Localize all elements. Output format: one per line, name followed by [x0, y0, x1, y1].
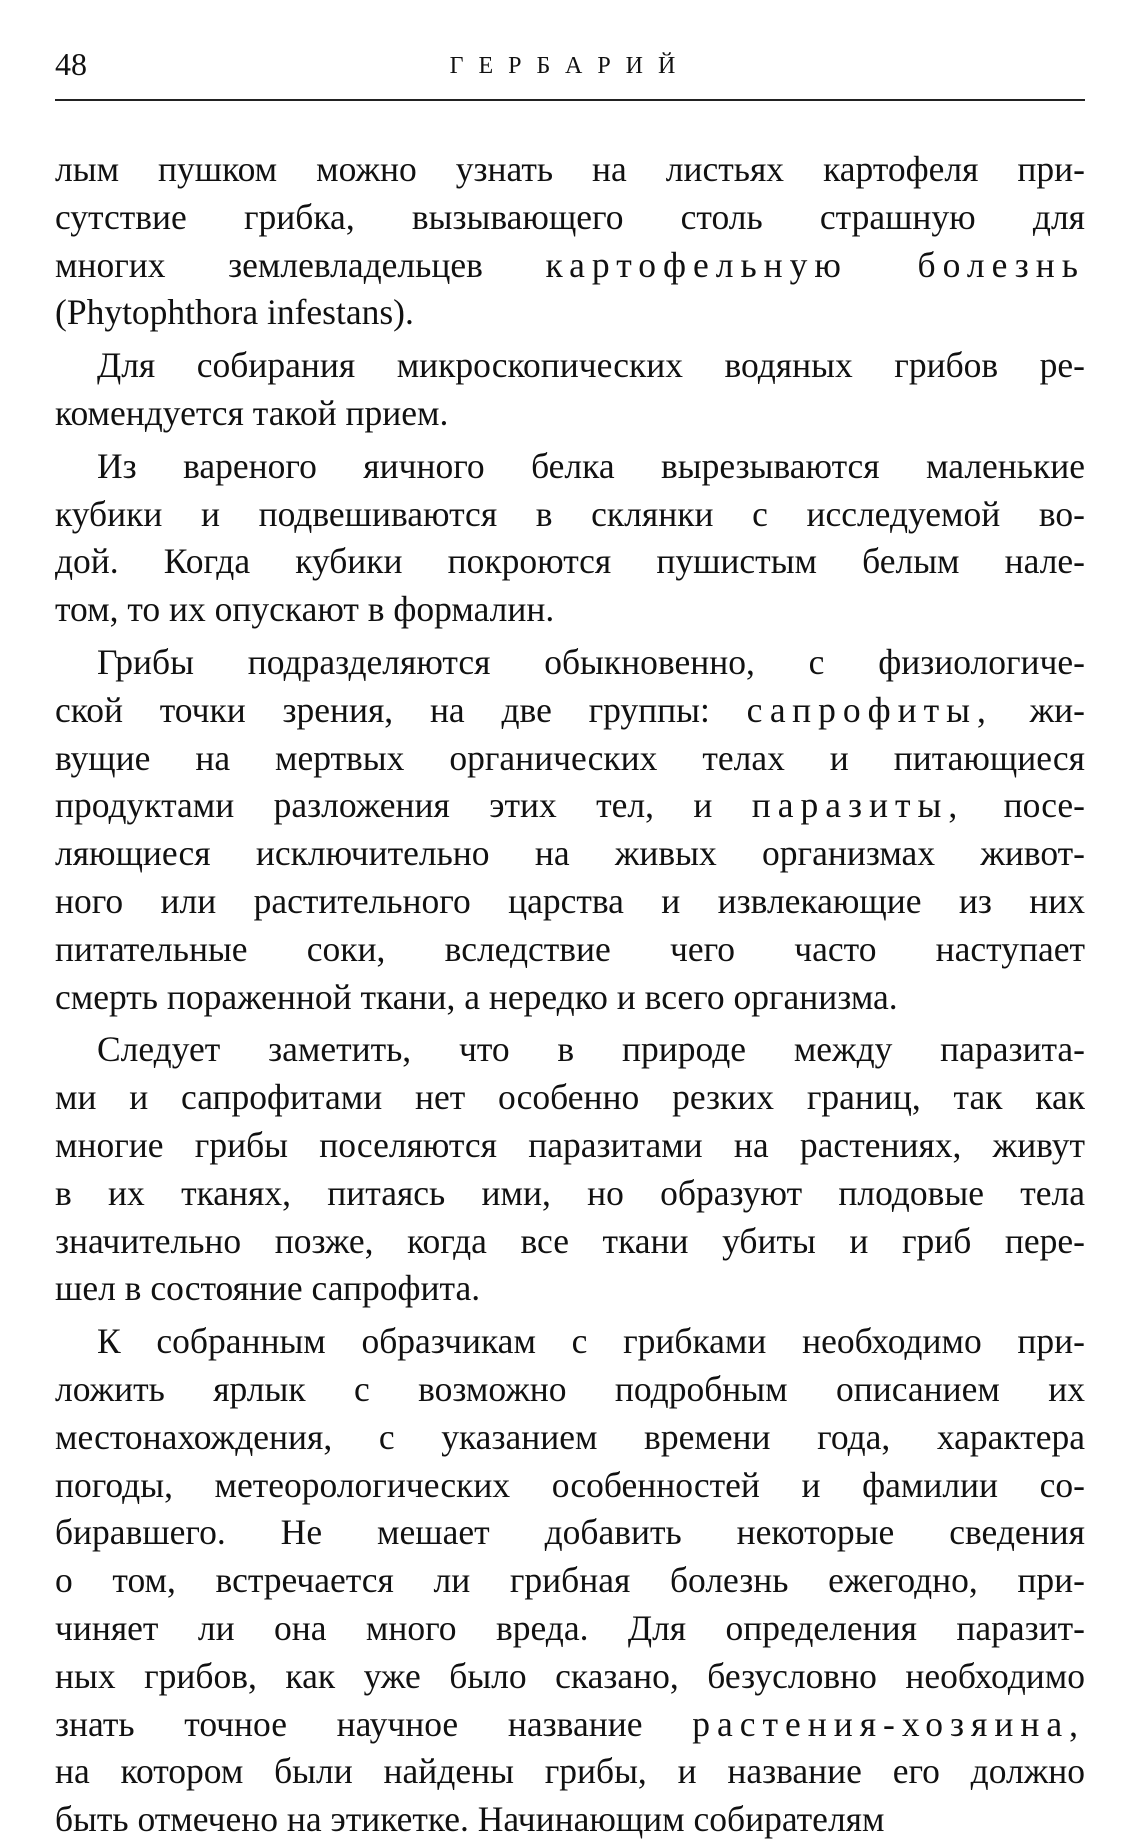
text-line: кубики и подвешиваются в склянки с исследуемой во-: [55, 493, 1085, 534]
text-line: шел в состояние сапрофита.: [55, 1268, 481, 1309]
text-line: [55, 1701, 1085, 1749]
spaced-emphasis: сапрофиты,: [746, 689, 993, 730]
text-line: Грибы подразделяются обыкновенно, с физиологиче-: [97, 641, 1085, 682]
paragraph: [55, 146, 1085, 337]
text-line: ми и сапрофитами нет особенно резких границ, так как: [55, 1077, 1085, 1118]
text-line: биравшего. Не мешает добавить некоторые сведения: [55, 1512, 1085, 1553]
text-line: (Phytophthora infestans).: [55, 292, 414, 333]
spaced-emphasis: паразиты,: [751, 785, 965, 826]
text-line: ляющиеся исключительно на живых организмах живот-: [55, 833, 1085, 874]
text-line: значительно позже, когда все ткани убиты и гриб пере-: [55, 1220, 1085, 1261]
text-line: сутствие грибка, вызывающего столь страшную для: [55, 196, 1085, 237]
header-rule: [55, 99, 1085, 101]
text-line: К собранным образчикам с грибками необходимо при-: [97, 1321, 1085, 1362]
text-line: том, то их опускают в формалин.: [55, 589, 555, 630]
text-run: многих землевладельцев: [55, 244, 546, 285]
text-line: [55, 687, 1085, 735]
text-line: лым пушком можно узнать на листьях картофеля при-: [55, 149, 1085, 189]
body-text: [55, 146, 1085, 1844]
text-line: смерть пораженной ткани, а нередко и всего организма.: [55, 976, 898, 1017]
page-header: [55, 44, 1085, 92]
text-line: чиняет ли она много вреда. Для определения паразит-: [55, 1607, 1085, 1648]
paragraph: [55, 1318, 1085, 1844]
text-line: Из вареного яичного белка вырезываются маленькие: [97, 445, 1085, 486]
paragraph: [55, 639, 1085, 1021]
text-line: комендуется такой прием.: [55, 392, 449, 433]
text-line: местонахождения, с указанием времени года, характера: [55, 1416, 1085, 1457]
text-line: многие грибы поселяются паразитами на растениях, живут: [55, 1124, 1085, 1165]
text-line: ного или растительного царства и извлекающие из них: [55, 880, 1085, 921]
spaced-emphasis: растения-хозяина,: [692, 1703, 1085, 1744]
text-line: ных грибов, как уже было сказано, безусловно необходимо: [55, 1655, 1085, 1696]
text-run: посе-: [964, 785, 1085, 826]
text-line: Следует заметить, что в природе между паразита-: [97, 1029, 1085, 1070]
paragraph: [55, 443, 1085, 634]
text-line: [55, 242, 1085, 290]
page-number: 48: [55, 46, 87, 82]
text-line: вущие на мертвых органических телах и питающиеся: [55, 737, 1085, 778]
text-run: ской точки зрения, на две группы:: [55, 689, 747, 730]
text-line: питательные соки, вследствие чего часто наступает: [55, 928, 1085, 969]
spaced-emphasis: картофельную болезнь: [545, 244, 1085, 285]
text-line: Для собирания микроскопических водяных грибов ре-: [97, 345, 1085, 386]
text-line: погоды, метеорологических особенностей и фамилии со-: [55, 1464, 1085, 1505]
paragraph: [55, 342, 1085, 438]
paragraph: [55, 1026, 1085, 1313]
text-line: в их тканях, питаясь ими, но образуют плодовые тела: [55, 1172, 1085, 1213]
text-run: жи-: [992, 689, 1085, 730]
text-line: ложить ярлык с возможно подробным описанием их: [55, 1368, 1085, 1409]
text-line: о том, встречается ли грибная болезнь ежегодно, при-: [55, 1560, 1085, 1601]
text-run: продуктами разложения этих тел, и: [55, 785, 752, 826]
text-line: быть отмечено на этикетке. Начинающим собирателям: [55, 1799, 885, 1840]
text-line: [55, 782, 1085, 830]
text-run: знать точное научное название: [55, 1703, 693, 1744]
running-title: ГЕРБАРИЙ: [449, 53, 691, 79]
text-line: дой. Когда кубики покроются пушистым белым нале-: [55, 541, 1085, 582]
text-line: на котором были найдены грибы, и название его должно: [55, 1751, 1085, 1792]
